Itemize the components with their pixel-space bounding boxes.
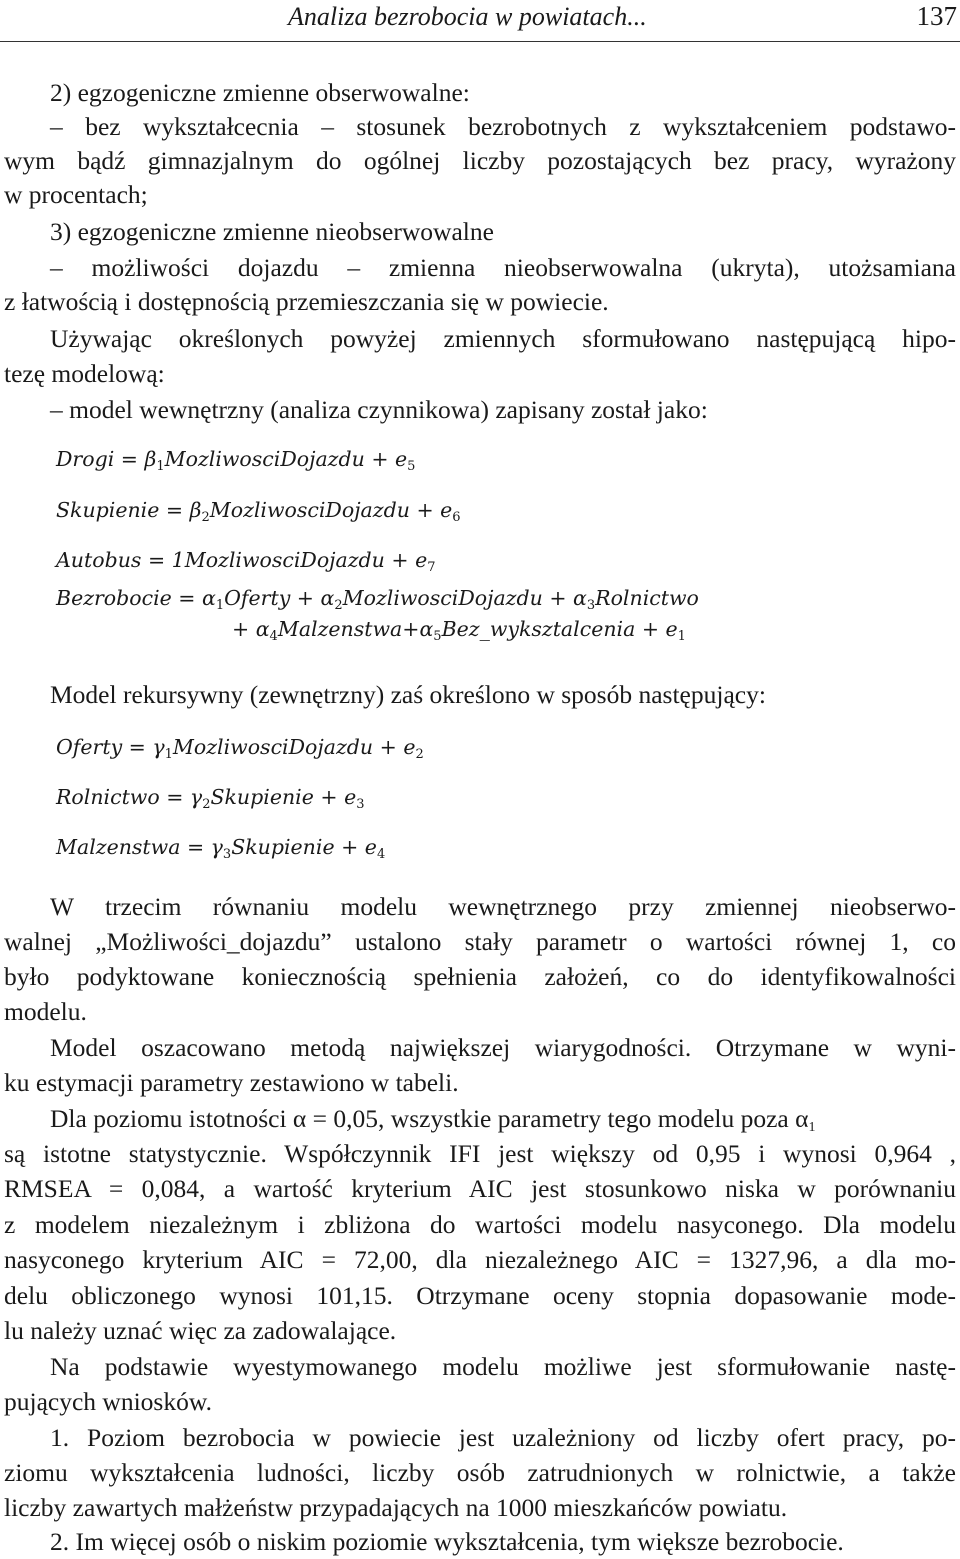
text-line: w procentach; (4, 180, 148, 209)
equation-oferty: Oferty = $\gamma_1MozliwosciDojazdu + e_2$ (56, 735, 424, 762)
page-header (0, 0, 960, 42)
text-line: pujących wniosków. (4, 1387, 212, 1416)
text-line: 2) egzogeniczne zmienne obserwowalne: (50, 78, 470, 107)
text-line: 3) egzogeniczne zmienne nieobserwowalne (50, 217, 494, 246)
text-line: z łatwością i dostępnością przemieszczania się w powiecie. (4, 287, 609, 316)
equation-skupienie: Skupienie = $\beta_2MozliwosciDojazdu + e_6$ (56, 498, 461, 525)
equation-bezrobocie-line1: Bezrobocie = $\alpha_1Oferty$ + $\alpha_2MozliwosciDojazdu$ + $\alpha_3Rolnictwo$ (56, 586, 699, 613)
text-line: tezę modelową: (4, 359, 165, 388)
text-line: było podyktowane koniecznością spełnienia założeń, co do identyfikowalności (4, 962, 956, 991)
text-line: – bez wykształcecnia – stosunek bezrobotnych z wykształceniem podstawo- (50, 112, 956, 141)
text-line: – model wewnętrzny (analiza czynnikowa) zapisany został jako: (50, 395, 708, 424)
text-line: RMSEA = 0,084, a wartość kryterium AIC jest stosunkowo niska w porównaniu (4, 1174, 956, 1203)
text-line: Model oszacowano metodą największej wiarygodności. Otrzymane w wyni- (50, 1033, 956, 1062)
text-line-alpha: Dla poziomu istotności α = 0,05, wszystkie parametry tego modelu poza $\alpha_1$ (50, 1104, 816, 1135)
text-line: nasyconego kryterium AIC = 72,00, dla niezależnego AIC = 1327,96, a dla mo- (4, 1245, 956, 1274)
equation-rolnictwo: Rolnictwo = $\gamma_2Skupienie + e_3$ (56, 785, 365, 812)
header-rule (0, 41, 960, 42)
text-line: Używając określonych powyżej zmiennych sformułowano następującą hipo- (50, 324, 956, 353)
page-number: 137 (916, 1, 957, 31)
text-line: wym bądź gimnazjalnym do ogólnej liczby pozostających bez pracy, wyrażony (4, 146, 956, 175)
text-line: z modelem niezależnym i zbliżona do wartości modelu nasyconego. Dla modelu (4, 1210, 956, 1239)
text-line: liczby zawartych małżeństw przypadających na 1000 mieszkańców powiatu. (4, 1493, 788, 1522)
text-line: są istotne statystycznie. Współczynnik IFI jest większy od 0,95 i wynosi 0,964 , (4, 1139, 956, 1168)
equation-bezrobocie-line2: + $\alpha_4Malzenstwa+\alpha_5Bez\_wyksztalcenia + e_1$ (232, 617, 686, 644)
outer-model-intro: Model rekursywny (zewnętrzny) zaś określono w sposób następujący: (50, 680, 766, 709)
text-line: – możliwości dojazdu – zmienna nieobserwowalna (ukryta), utożsamiana (50, 253, 956, 282)
text-line: walnej „Możliwości_dojazdu” ustalono stały parametr o wartości równej 1, co (4, 927, 956, 956)
text-line: 1. Poziom bezrobocia w powiecie jest uzależniony od liczby ofert pracy, po- (50, 1423, 956, 1452)
text-line: Na podstawie wyestymowanego modelu możliwe jest sformułowanie nastę- (50, 1352, 956, 1381)
equation-autobus: Autobus = 1MozliwosciDojazdu + $e_7$ (56, 548, 436, 575)
text-line: lu należy uznać więc za zadowalające. (4, 1316, 397, 1345)
text-line: modelu. (4, 997, 87, 1026)
running-head: Analiza bezrobocia w powiatach... (288, 2, 647, 31)
text-line: ku estymacji parametry zestawiono w tabeli. (4, 1068, 459, 1097)
equation-drogi: Drogi = $\beta_1MozliwosciDojazdu + e_5$ (56, 447, 416, 474)
text-line: 2. Im więcej osób o niskim poziomie wykształcenia, tym większe bezrobocie. (50, 1527, 844, 1556)
text-line: W trzecim równaniu modelu wewnętrznego przy zmiennej nieobserwo- (50, 892, 956, 921)
text-line: delu obliczonego wynosi 101,15. Otrzymane oceny stopnia dopasowanie mode- (4, 1281, 956, 1310)
text-line: ziomu wykształcenia ludności, liczby osób zatrudnionych w rolnictwie, a także (4, 1458, 956, 1487)
equation-malzenstwa: Malzenstwa = $\gamma_3Skupienie + e_4$ (56, 835, 386, 862)
